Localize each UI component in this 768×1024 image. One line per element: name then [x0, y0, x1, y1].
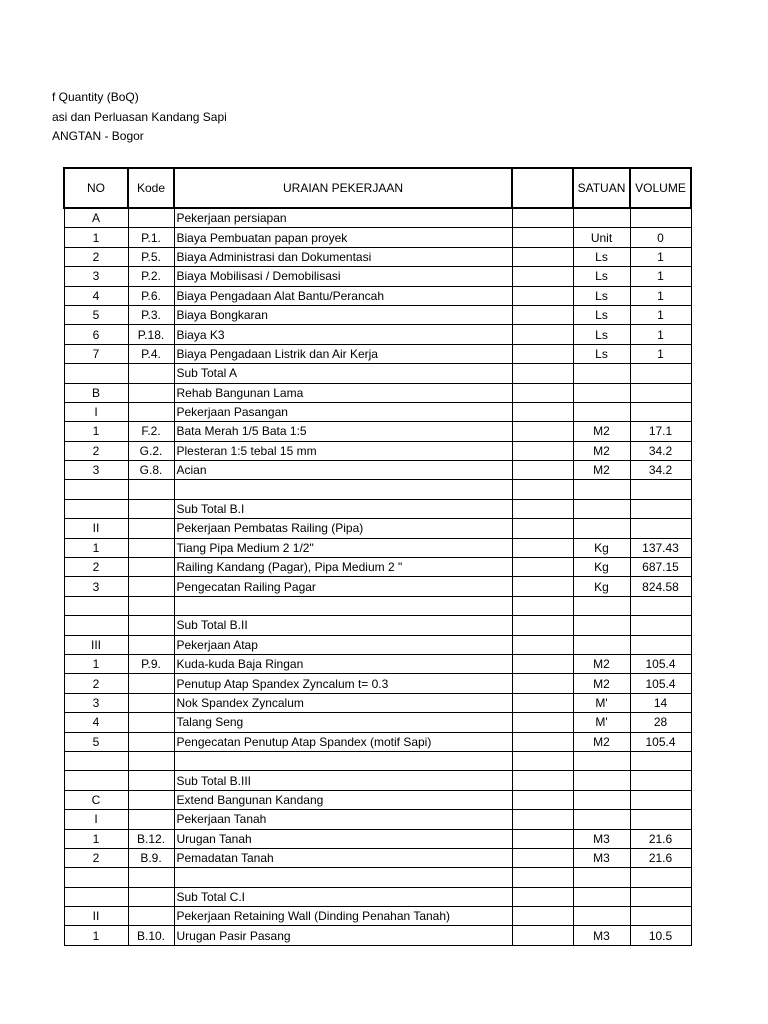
table-row [64, 538, 691, 557]
cell-kode [128, 499, 174, 518]
cell-kode [128, 635, 174, 654]
table-row [64, 305, 691, 324]
cell-volume [630, 810, 691, 829]
cell-satuan [573, 480, 630, 499]
cell-uraian: Penutup Atap Spandex Zyncalum t= 0.3 [174, 674, 512, 693]
cell-uraian: Pekerjaan Tanah [174, 810, 512, 829]
cell-volume [630, 499, 691, 518]
cell-uraian [174, 596, 512, 615]
cell-uraian: Railing Kandang (Pagar), Pipa Medium 2 " [174, 558, 512, 577]
cell-satuan [573, 635, 630, 654]
cell-kode [128, 480, 174, 499]
cell-satuan [573, 596, 630, 615]
cell-kode [128, 538, 174, 557]
table-row [64, 693, 691, 712]
cell-blank [512, 577, 573, 596]
table-row [64, 751, 691, 770]
cell-uraian: Biaya K3 [174, 325, 512, 344]
cell-volume: 34.2 [630, 461, 691, 480]
cell-kode: B.10. [128, 926, 174, 945]
cell-satuan [573, 790, 630, 809]
cell-kode: P.3. [128, 305, 174, 324]
cell-blank [512, 751, 573, 770]
table-row [64, 364, 691, 383]
cell-satuan [573, 751, 630, 770]
cell-blank [512, 364, 573, 383]
cell-satuan: M2 [573, 732, 630, 751]
cell-no: 1 [64, 538, 128, 557]
cell-blank [512, 441, 573, 460]
table-row [64, 577, 691, 596]
cell-uraian: Bata Merah 1/5 Bata 1:5 [174, 422, 512, 441]
table-row [64, 654, 691, 673]
cell-no: 2 [64, 674, 128, 693]
cell-volume [630, 907, 691, 926]
cell-kode [128, 810, 174, 829]
cell-satuan [573, 771, 630, 790]
cell-no: 2 [64, 558, 128, 577]
table-row [64, 228, 691, 247]
table-row [64, 422, 691, 441]
cell-uraian: Pekerjaan Atap [174, 635, 512, 654]
table-row [64, 596, 691, 615]
cell-uraian: Sub Total B.III [174, 771, 512, 790]
cell-blank [512, 422, 573, 441]
cell-blank [512, 499, 573, 518]
cell-blank [512, 305, 573, 324]
cell-blank [512, 616, 573, 635]
table-row [64, 907, 691, 926]
cell-satuan: Kg [573, 577, 630, 596]
cell-volume: 105.4 [630, 654, 691, 673]
cell-no: 3 [64, 461, 128, 480]
cell-kode [128, 596, 174, 615]
cell-uraian: Sub Total C.I [174, 887, 512, 906]
cell-blank [512, 771, 573, 790]
boq-table [63, 167, 692, 946]
cell-blank [512, 228, 573, 247]
cell-blank [512, 732, 573, 751]
cell-blank [512, 519, 573, 538]
cell-uraian: Nok Spandex Zyncalum [174, 693, 512, 712]
cell-blank [512, 208, 573, 228]
cell-no: 5 [64, 305, 128, 324]
col-header-no: NO [64, 168, 128, 208]
cell-volume: 137.43 [630, 538, 691, 557]
cell-uraian: Rehab Bangunan Lama [174, 383, 512, 402]
cell-kode: B.9. [128, 848, 174, 867]
table-row [64, 208, 691, 228]
cell-volume: 0 [630, 228, 691, 247]
cell-uraian: Biaya Pembuatan papan proyek [174, 228, 512, 247]
cell-no: 2 [64, 848, 128, 867]
cell-satuan: Kg [573, 558, 630, 577]
cell-no: II [64, 907, 128, 926]
cell-uraian: Sub Total B.II [174, 616, 512, 635]
cell-blank [512, 713, 573, 732]
cell-no: III [64, 635, 128, 654]
cell-no: 4 [64, 286, 128, 305]
col-header-uraian: URAIAN PEKERJAAN [174, 168, 512, 208]
cell-blank [512, 790, 573, 809]
cell-kode: B.12. [128, 829, 174, 848]
cell-no [64, 499, 128, 518]
table-row [64, 344, 691, 363]
cell-satuan: M2 [573, 654, 630, 673]
cell-volume [630, 402, 691, 421]
cell-no: 6 [64, 325, 128, 344]
cell-kode [128, 732, 174, 751]
cell-satuan [573, 402, 630, 421]
cell-satuan: M2 [573, 422, 630, 441]
cell-volume: 105.4 [630, 732, 691, 751]
cell-satuan: Unit [573, 228, 630, 247]
cell-uraian: Biaya Pengadaan Alat Bantu/Perancah [174, 286, 512, 305]
cell-kode [128, 208, 174, 228]
cell-uraian: Pekerjaan persiapan [174, 208, 512, 228]
table-row [64, 926, 691, 945]
cell-uraian [174, 751, 512, 770]
cell-uraian [174, 480, 512, 499]
table-row [64, 771, 691, 790]
cell-satuan [573, 208, 630, 228]
cell-satuan: Ls [573, 325, 630, 344]
cell-volume: 824.58 [630, 577, 691, 596]
cell-no [64, 887, 128, 906]
cell-uraian: Kuda-kuda Baja Ringan [174, 654, 512, 673]
table-row [64, 674, 691, 693]
cell-kode [128, 887, 174, 906]
cell-satuan [573, 868, 630, 887]
table-row [64, 286, 691, 305]
cell-volume: 687.15 [630, 558, 691, 577]
cell-satuan: M2 [573, 461, 630, 480]
cell-uraian: Talang Seng [174, 713, 512, 732]
cell-uraian: Biaya Mobilisasi / Demobilisasi [174, 267, 512, 286]
cell-uraian: Pekerjaan Retaining Wall (Dinding Penahan Tanah) [174, 907, 512, 926]
cell-kode [128, 713, 174, 732]
cell-volume [630, 596, 691, 615]
table-row [64, 461, 691, 480]
table-row [64, 480, 691, 499]
cell-uraian: Urugan Pasir Pasang [174, 926, 512, 945]
table-row [64, 267, 691, 286]
cell-kode [128, 364, 174, 383]
cell-kode: P.6. [128, 286, 174, 305]
cell-satuan [573, 810, 630, 829]
col-header-blank [512, 168, 573, 208]
table-row [64, 713, 691, 732]
cell-uraian: Pekerjaan Pasangan [174, 402, 512, 421]
cell-kode [128, 771, 174, 790]
cell-volume: 1 [630, 305, 691, 324]
cell-volume [630, 635, 691, 654]
cell-blank [512, 674, 573, 693]
cell-kode: P.18. [128, 325, 174, 344]
table-header-row [64, 168, 691, 208]
cell-no: 3 [64, 577, 128, 596]
cell-volume: 1 [630, 286, 691, 305]
cell-uraian: Pengecatan Railing Pagar [174, 577, 512, 596]
cell-blank [512, 325, 573, 344]
cell-kode [128, 674, 174, 693]
cell-satuan [573, 499, 630, 518]
cell-blank [512, 538, 573, 557]
cell-no: 5 [64, 732, 128, 751]
cell-no: 7 [64, 344, 128, 363]
col-header-satuan: SATUAN [573, 168, 630, 208]
cell-volume [630, 751, 691, 770]
cell-blank [512, 344, 573, 363]
cell-no [64, 771, 128, 790]
cell-blank [512, 907, 573, 926]
cell-kode [128, 693, 174, 712]
doc-title-line3: ANGTAN - Bogor [52, 129, 144, 143]
col-header-kode: Kode [128, 168, 174, 208]
cell-volume: 17.1 [630, 422, 691, 441]
cell-volume [630, 383, 691, 402]
table-row [64, 402, 691, 421]
cell-kode [128, 558, 174, 577]
cell-uraian: Sub Total A [174, 364, 512, 383]
cell-no: 3 [64, 267, 128, 286]
cell-kode: P.4. [128, 344, 174, 363]
cell-satuan: M3 [573, 926, 630, 945]
cell-kode [128, 751, 174, 770]
cell-no: II [64, 519, 128, 538]
cell-blank [512, 926, 573, 945]
cell-kode: F.2. [128, 422, 174, 441]
cell-satuan: Ls [573, 247, 630, 266]
cell-uraian [174, 868, 512, 887]
cell-uraian: Biaya Administrasi dan Dokumentasi [174, 247, 512, 266]
cell-no: I [64, 810, 128, 829]
cell-no: A [64, 208, 128, 228]
table-row [64, 499, 691, 518]
cell-satuan [573, 616, 630, 635]
table-row [64, 558, 691, 577]
cell-volume: 1 [630, 247, 691, 266]
table-row [64, 247, 691, 266]
cell-uraian: Urugan Tanah [174, 829, 512, 848]
cell-uraian: Biaya Pengadaan Listrik dan Air Kerja [174, 344, 512, 363]
table-row [64, 383, 691, 402]
cell-kode: P.9. [128, 654, 174, 673]
cell-volume: 34.2 [630, 441, 691, 460]
cell-blank [512, 654, 573, 673]
cell-no: 1 [64, 654, 128, 673]
cell-blank [512, 810, 573, 829]
cell-no: 2 [64, 441, 128, 460]
cell-satuan: M2 [573, 441, 630, 460]
cell-kode: P.2. [128, 267, 174, 286]
table-row [64, 732, 691, 751]
table-row [64, 829, 691, 848]
cell-satuan: Ls [573, 344, 630, 363]
cell-kode: G.2. [128, 441, 174, 460]
cell-blank [512, 635, 573, 654]
cell-blank [512, 402, 573, 421]
cell-no: C [64, 790, 128, 809]
cell-uraian: Plesteran 1:5 tebal 15 mm [174, 441, 512, 460]
cell-volume [630, 771, 691, 790]
cell-uraian: Tiang Pipa Medium 2 1/2" [174, 538, 512, 557]
cell-volume [630, 616, 691, 635]
cell-kode [128, 790, 174, 809]
cell-volume: 1 [630, 325, 691, 344]
cell-volume: 14 [630, 693, 691, 712]
cell-blank [512, 596, 573, 615]
cell-volume: 1 [630, 344, 691, 363]
cell-volume: 10.5 [630, 926, 691, 945]
cell-blank [512, 868, 573, 887]
cell-volume: 21.6 [630, 829, 691, 848]
cell-volume [630, 790, 691, 809]
cell-blank [512, 848, 573, 867]
cell-volume [630, 519, 691, 538]
cell-no [64, 364, 128, 383]
cell-volume: 28 [630, 713, 691, 732]
cell-blank [512, 558, 573, 577]
cell-kode [128, 907, 174, 926]
cell-satuan [573, 907, 630, 926]
table-row [64, 325, 691, 344]
cell-volume [630, 480, 691, 499]
cell-no: B [64, 383, 128, 402]
cell-satuan: M' [573, 693, 630, 712]
cell-blank [512, 829, 573, 848]
cell-satuan: Ls [573, 286, 630, 305]
cell-satuan [573, 364, 630, 383]
cell-kode [128, 519, 174, 538]
table-row [64, 848, 691, 867]
doc-title-line1: f Quantity (BoQ) [52, 90, 139, 104]
cell-no: 1 [64, 228, 128, 247]
cell-kode [128, 383, 174, 402]
cell-no [64, 480, 128, 499]
cell-satuan: M' [573, 713, 630, 732]
cell-volume [630, 868, 691, 887]
cell-uraian: Pekerjaan Pembatas Railing (Pipa) [174, 519, 512, 538]
cell-satuan [573, 887, 630, 906]
cell-volume [630, 364, 691, 383]
cell-blank [512, 267, 573, 286]
table-row [64, 790, 691, 809]
cell-uraian: Biaya Bongkaran [174, 305, 512, 324]
cell-uraian: Pemadatan Tanah [174, 848, 512, 867]
cell-satuan: M3 [573, 848, 630, 867]
cell-no [64, 616, 128, 635]
cell-no [64, 751, 128, 770]
cell-no [64, 596, 128, 615]
cell-no: 3 [64, 693, 128, 712]
cell-kode: G.8. [128, 461, 174, 480]
cell-blank [512, 286, 573, 305]
cell-volume: 1 [630, 267, 691, 286]
cell-no: 2 [64, 247, 128, 266]
cell-no: I [64, 402, 128, 421]
table-row [64, 519, 691, 538]
table-row [64, 635, 691, 654]
cell-blank [512, 693, 573, 712]
cell-kode [128, 577, 174, 596]
doc-title-line2: asi dan Perluasan Kandang Sapi [52, 110, 227, 124]
cell-uraian: Acian [174, 461, 512, 480]
cell-volume [630, 208, 691, 228]
cell-kode: P.1. [128, 228, 174, 247]
table-row [64, 887, 691, 906]
cell-no [64, 868, 128, 887]
cell-kode: P.5. [128, 247, 174, 266]
cell-no: 1 [64, 829, 128, 848]
cell-kode [128, 402, 174, 421]
cell-blank [512, 247, 573, 266]
cell-blank [512, 480, 573, 499]
cell-satuan: Ls [573, 267, 630, 286]
table-row [64, 616, 691, 635]
cell-volume: 105.4 [630, 674, 691, 693]
cell-uraian: Extend Bangunan Kandang [174, 790, 512, 809]
cell-no: 1 [64, 422, 128, 441]
table-row [64, 441, 691, 460]
cell-kode [128, 616, 174, 635]
cell-satuan: Ls [573, 305, 630, 324]
cell-satuan [573, 383, 630, 402]
cell-blank [512, 887, 573, 906]
cell-kode [128, 868, 174, 887]
cell-uraian: Sub Total B.I [174, 499, 512, 518]
cell-uraian: Pengecatan Penutup Atap Spandex (motif Sapi) [174, 732, 512, 751]
cell-volume [630, 887, 691, 906]
cell-satuan: M2 [573, 674, 630, 693]
table-row [64, 810, 691, 829]
cell-volume: 21.6 [630, 848, 691, 867]
cell-blank [512, 461, 573, 480]
cell-no: 1 [64, 926, 128, 945]
cell-no: 4 [64, 713, 128, 732]
cell-satuan: Kg [573, 538, 630, 557]
cell-satuan: M3 [573, 829, 630, 848]
cell-blank [512, 383, 573, 402]
table-row [64, 868, 691, 887]
cell-satuan [573, 519, 630, 538]
col-header-volume: VOLUME [630, 168, 691, 208]
